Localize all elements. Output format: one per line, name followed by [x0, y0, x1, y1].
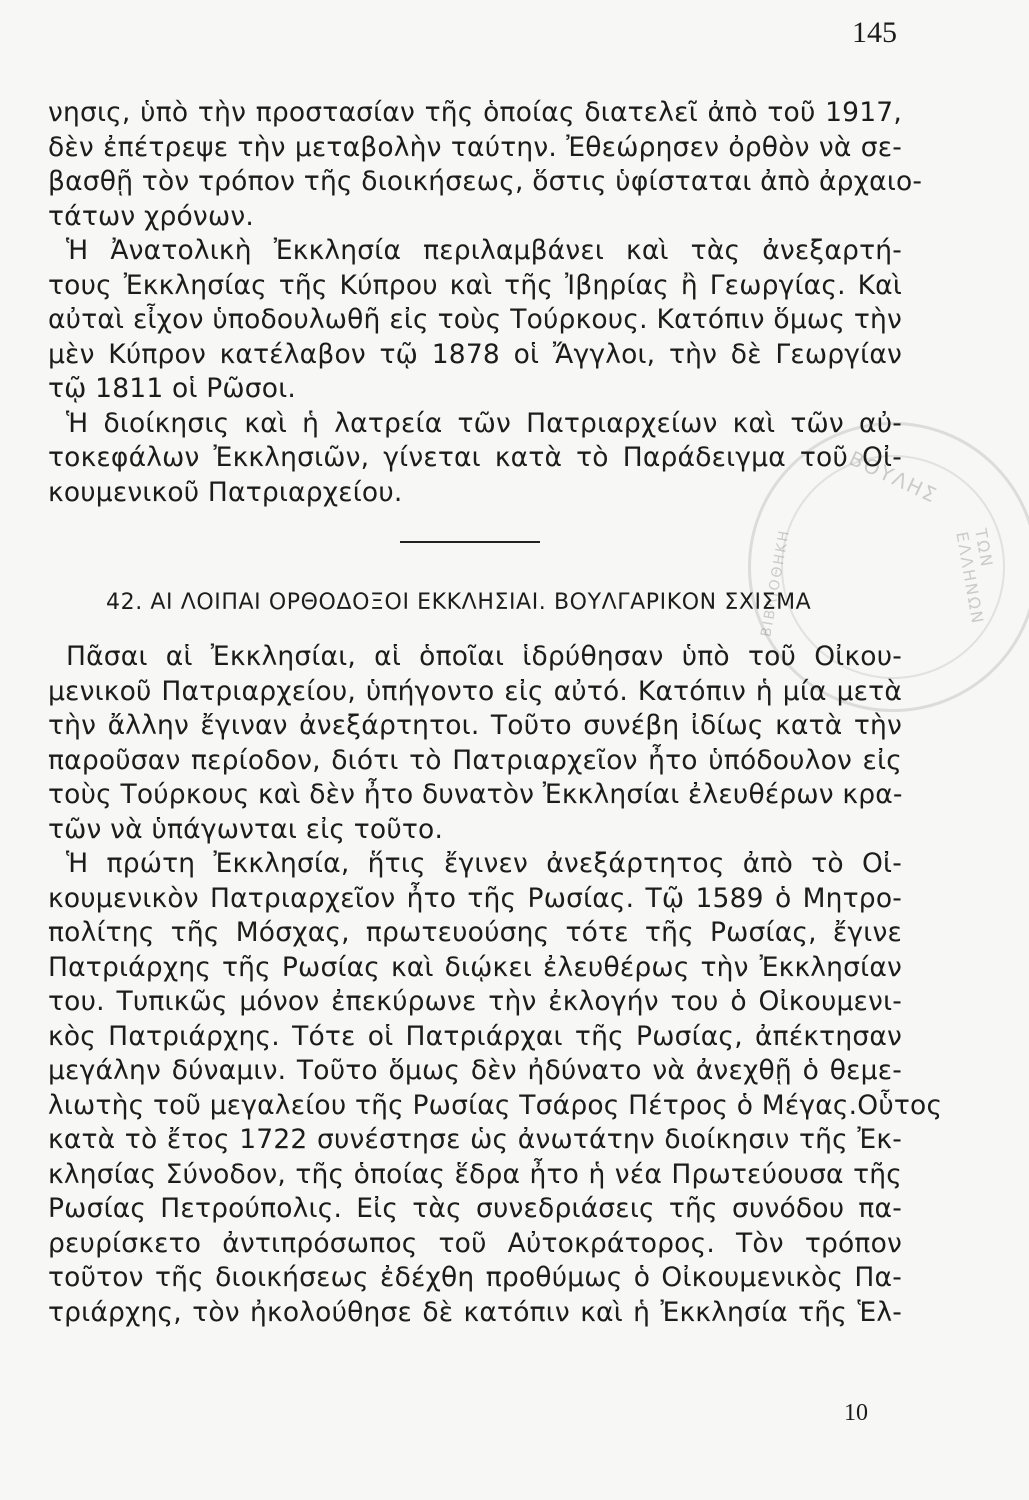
text-line: παροῦσαν περίοδον, διότι τὸ Πατριαρχεῖον ἦτο ὑπόδουλον εἰς	[48, 744, 902, 776]
text-line: μεγάλην δύναμιν. Τοῦτο ὅμως δὲν ἠδύνατο νὰ ἀνεχθῇ ὁ θεμε-	[48, 1055, 902, 1086]
text-line: Ἡ διοίκησις καὶ ἡ λατρεία τῶν Πατριαρχείων καὶ τῶν αὐ-	[66, 407, 902, 439]
text-line: μενικοῦ Πατριαρχείου, ὑπήγοντο εἰς αὐτό. Κατόπιν ἡ μία μετὰ	[48, 675, 902, 707]
text-line: πολίτης τῆς Μόσχας, πρωτευούσης τότε τῆς Ρωσίας, ἔγινε	[48, 917, 902, 948]
text-line: τῶν νὰ ὑπάγωνται εἰς τοῦτο.	[48, 813, 444, 845]
text-line: τριάρχης, τὸν ἠκολούθησε δὲ κατόπιν καὶ ἡ Ἐκκλησία τῆς Ἑλ-	[48, 1296, 902, 1328]
text-line: Ἡ Ἀνατολικὴ Ἐκκλησία περιλαμβάνει καὶ τὰς ἀνεξαρτή-	[66, 235, 902, 266]
stamp-text-side: ΤΩΝ ΕΛΛΗΝΩΝ	[952, 527, 997, 627]
text-line: τους Ἐκκλησίας τῆς Κύπρου καὶ τῆς Ἰβηρίας ἢ Γεωργίας. Καὶ	[48, 269, 902, 301]
text-line: τὴν ἄλλην ἔγιναν ἀνεξάρτητοι. Τοῦτο συνέβη ἰδίως κατὰ τὴν	[48, 710, 902, 741]
text-line: τῷ 1811 οἱ Ρῶσοι.	[48, 373, 297, 404]
text-line: τάτων χρόνων.	[48, 200, 254, 232]
text-line: Ρωσίας Πετρούπολις. Εἰς τὰς συνεδριάσεις τῆς συνόδου πα-	[48, 1193, 902, 1224]
text-line: Πατριάρχης τῆς Ρωσίας καὶ διῴκει ἐλευθέρως τὴν Ἐκκλησίαν	[48, 951, 902, 983]
text-line: ρευρίσκετο ἀντιπρόσωπος τοῦ Αὐτοκράτορος. Τὸν τρόπον	[48, 1227, 902, 1259]
text-line: νησις, ὑπὸ τὴν προστασίαν τῆς ὁποίας διατελεῖ ἀπὸ τοῦ 1917,	[48, 97, 902, 128]
text-line: δὲν ἐπέτρεψε τὴν μεταβολὴν ταύτην. Ἐθεώρησεν ὀρθὸν νὰ σε-	[48, 131, 902, 163]
stamp-text-top: ΒΟΥΛΗΣ	[845, 446, 942, 508]
paragraph-block-2	[48, 640, 943, 1330]
section-heading: 42. ΑΙ ΛΟΙΠΑΙ ΟΡΘΟΔΟΞΟΙ ΕΚΚΛΗΣΙΑΙ. ΒΟΥΛΓΑΡΙΚΟΝ ΣΧΙΣΜΑ	[106, 590, 812, 615]
text-line: Πᾶσαι αἱ Ἐκκλησίαι, αἱ ὁποῖαι ἱδρύθησαν ὑπὸ τοῦ Οἰκου-	[66, 641, 902, 672]
text-line: τοκεφάλων Ἐκκλησιῶν, γίνεται κατὰ τὸ Παράδειγμα τοῦ Οἰ-	[48, 442, 902, 473]
text-line: κουμενικοῦ Πατριαρχείου.	[48, 476, 403, 508]
text-line: τοῦτον τῆς διοικήσεως ἐδέχθη προθύμως ὁ Οἰκουμενικὸς Πα-	[48, 1262, 902, 1293]
text-line: κατὰ τὸ ἔτος 1722 συνέστησε ὡς ἀνωτάτην διοίκησιν τῆς Ἐκ-	[48, 1124, 902, 1155]
text-line: λιωτὴς τοῦ μεγαλείου τῆς Ρωσίας Τσάρος Πέτρος ὁ Μέγας.Οὗτος	[48, 1089, 943, 1121]
text-line: μὲν Κύπρον κατέλαβον τῷ 1878 οἱ Ἄγγλοι, τὴν δὲ Γεωργίαν	[48, 338, 902, 370]
text-line: κὸς Πατριάρχης. Τότε οἱ Πατριάρχαι τῆς Ρωσίας, ἀπέκτησαν	[48, 1020, 902, 1052]
text-line: του. Τυπικῶς μόνον ἐπεκύρωνε τὴν ἐκλογήν του ὁ Οἰκουμενι-	[48, 986, 902, 1017]
text-line: τοὺς Τούρκους καὶ δὲν ἦτο δυνατὸν Ἐκκλησίαι ἐλευθέρων κρα-	[48, 779, 903, 810]
text-line: Ἡ πρώτη Ἐκκλησία, ἥτις ἔγινεν ἀνεξάρτητος ἀπὸ τὸ Οἰ-	[66, 848, 902, 879]
text-line: κλησίας Σύνοδον, τῆς ὁποίας ἕδρα ἦτο ἡ νέα Πρωτεύουσα τῆς	[48, 1158, 902, 1190]
stamp-text-left: ΒΙΒΛΙΟΘΗΚΗ	[758, 527, 794, 639]
paragraph-block-1	[48, 96, 923, 510]
footer-signature-mark: 10	[844, 1400, 868, 1426]
section-divider	[400, 541, 540, 543]
page-number: 145	[852, 16, 897, 49]
text-line: κουμενικὸν Πατριαρχεῖον ἦτο τῆς Ρωσίας. Τῷ 1589 ὁ Μητρο-	[48, 882, 902, 914]
text-line: αὐταὶ εἶχον ὑποδουλωθῆ εἰς τοὺς Τούρκους. Κατόπιν ὅμως τὴν	[48, 304, 902, 335]
text-line: βασθῇ τὸν τρόπον τῆς διοικήσεως, ὅστις ὑφίσταται ἀπὸ ἀρχαιο-	[48, 166, 923, 197]
